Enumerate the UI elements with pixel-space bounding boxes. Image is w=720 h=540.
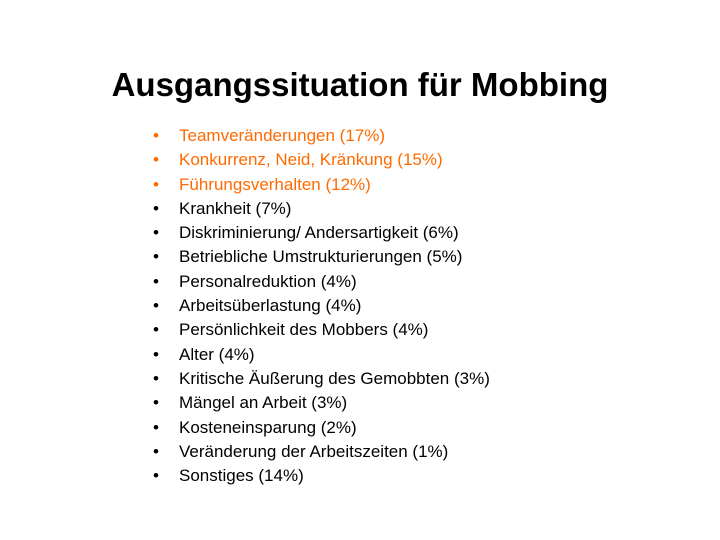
bullet-text: Konkurrenz, Neid, Kränkung (15%) [179, 150, 443, 170]
bullet-dot-icon: • [153, 150, 159, 170]
bullet-item [153, 148, 490, 172]
bullet-text: Veränderung der Arbeitszeiten (1%) [179, 441, 449, 461]
bullet-text: Personalreduktion (4%) [179, 271, 357, 291]
bullet-text: Alter (4%) [179, 344, 255, 364]
bullet-text: Arbeitsüberlastung (4%) [179, 296, 362, 316]
bullet-dot-icon: • [153, 198, 159, 218]
bullet-item [153, 367, 490, 391]
bullet-text: Führungsverhalten (12%) [179, 174, 371, 194]
bullet-dot-icon: • [153, 466, 159, 486]
bullet-text: Mängel an Arbeit (3%) [179, 393, 348, 413]
bullet-item [153, 343, 490, 367]
bullet-text: Teamveränderungen (17%) [179, 126, 386, 145]
bullet-text: Kosteneinsparung (2%) [179, 417, 357, 437]
bullet-dot-icon: • [153, 393, 159, 413]
bullet-dot-icon: • [153, 344, 159, 364]
bullet-item [153, 318, 490, 342]
bullet-dot-icon: • [153, 223, 159, 243]
bullet-item [153, 221, 490, 245]
bullet-item [153, 270, 490, 294]
bullet-item [153, 440, 490, 464]
bullet-text: Persönlichkeit des Mobbers (4%) [179, 320, 429, 340]
bullet-dot-icon: • [153, 271, 159, 291]
bullet-item [153, 173, 490, 197]
bullet-dot-icon: • [153, 126, 159, 145]
bullet-item [153, 464, 490, 488]
bullet-dot-icon: • [153, 368, 159, 388]
bullet-item [153, 416, 490, 440]
bullet-item [153, 197, 490, 221]
bullet-text: Krankheit (7%) [179, 198, 292, 218]
bullet-item [153, 294, 490, 318]
bullet-dot-icon: • [153, 417, 159, 437]
bullet-dot-icon: • [153, 174, 159, 194]
bullet-text: Kritische Äußerung des Gemobbten (3%) [179, 368, 490, 388]
bullet-text: Sonstiges (14%) [179, 466, 304, 486]
bullet-dot-icon: • [153, 247, 159, 267]
bullet-list [153, 124, 490, 488]
bullet-item [153, 391, 490, 415]
bullet-text: Betriebliche Umstrukturierungen (5%) [179, 247, 463, 267]
bullet-item [153, 245, 490, 269]
bullet-dot-icon: • [153, 441, 159, 461]
bullet-dot-icon: • [153, 320, 159, 340]
bullet-text: Diskriminierung/ Andersartigkeit (6%) [179, 223, 459, 243]
bullet-item [153, 124, 490, 148]
slide-title: Ausgangssituation für Mobbing [111, 66, 609, 104]
bullet-dot-icon: • [153, 296, 159, 316]
